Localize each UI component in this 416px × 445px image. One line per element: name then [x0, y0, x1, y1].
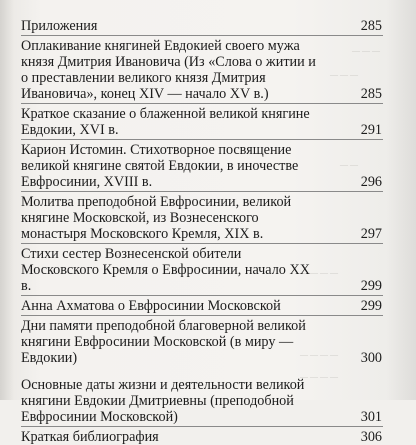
entry-divider [21, 191, 383, 192]
toc-entry-title: Краткое сказание о блаженной великой княгине Евдокии, XVI в. [21, 106, 310, 138]
toc-entry-title: Оплакивание княгиней Евдокией своего мужа князя Дмитрия Ивановича (Из «Слова о житии и о преставлении великого князя Дмитрия Ивановича», конец XIV — начало XV в.) [21, 38, 316, 102]
entry-divider [21, 35, 383, 36]
bleed-through-mark: — — [340, 160, 358, 169]
toc-entry-page: 297 [360, 226, 382, 242]
toc-entry-title: Приложения [21, 18, 98, 34]
toc-entry-title: Молитва преподобной Евфросинии, великой княгине Московской, из Вознесенского монастыря Московского Кремля, XIX в. [21, 194, 292, 242]
toc-entry-page: 299 [360, 298, 382, 314]
entry-divider [21, 295, 383, 296]
toc-entry-title: Анна Ахматова о Евфросинии Московской [21, 298, 281, 314]
toc-entry-page: 301 [360, 409, 382, 425]
bleed-through-mark: — — — — [300, 372, 338, 381]
bleed-through-mark: — — — — [300, 268, 338, 277]
toc-entry-title: Основные даты жизни и деятельности великой княгини Евдокии Дмитриевны (преподобной Евфросинии Московской) [21, 377, 305, 425]
bleed-through-mark: — — — [330, 70, 358, 79]
bleed-through-mark: — — — — [300, 350, 338, 359]
toc-entry-page: 306 [360, 429, 382, 445]
toc-entry-title: Дни памяти преподобной благоверной великой княгини Евфросинии Московской (в миру — Евдокии) [21, 318, 306, 366]
entry-divider [21, 139, 383, 140]
entry-divider [21, 315, 383, 316]
toc-entry-title: Стихи сестер Вознесенской обители Московского Кремля о Евфросинии, начало XX в. [21, 246, 310, 294]
bleed-through-mark: — — — [352, 46, 380, 55]
toc-entry-page: 299 [360, 278, 382, 294]
toc-entry-page: 296 [360, 174, 382, 190]
entry-divider [21, 243, 383, 244]
toc-entry-page: 285 [360, 86, 382, 102]
page-edge-shadow [386, 0, 416, 400]
toc-entry-page: 285 [360, 18, 382, 34]
entry-divider [21, 103, 383, 104]
toc-entry-title: Краткая библиография [21, 429, 159, 445]
entry-divider [21, 426, 383, 427]
toc-entry-page: 300 [360, 350, 382, 366]
toc-entry-page: 291 [360, 122, 382, 138]
toc-entry-title: Карион Истомин. Стихотворное посвящение великой княгине святой Евдокии, в иночестве Евфросинии, XVIII в. [21, 142, 299, 190]
